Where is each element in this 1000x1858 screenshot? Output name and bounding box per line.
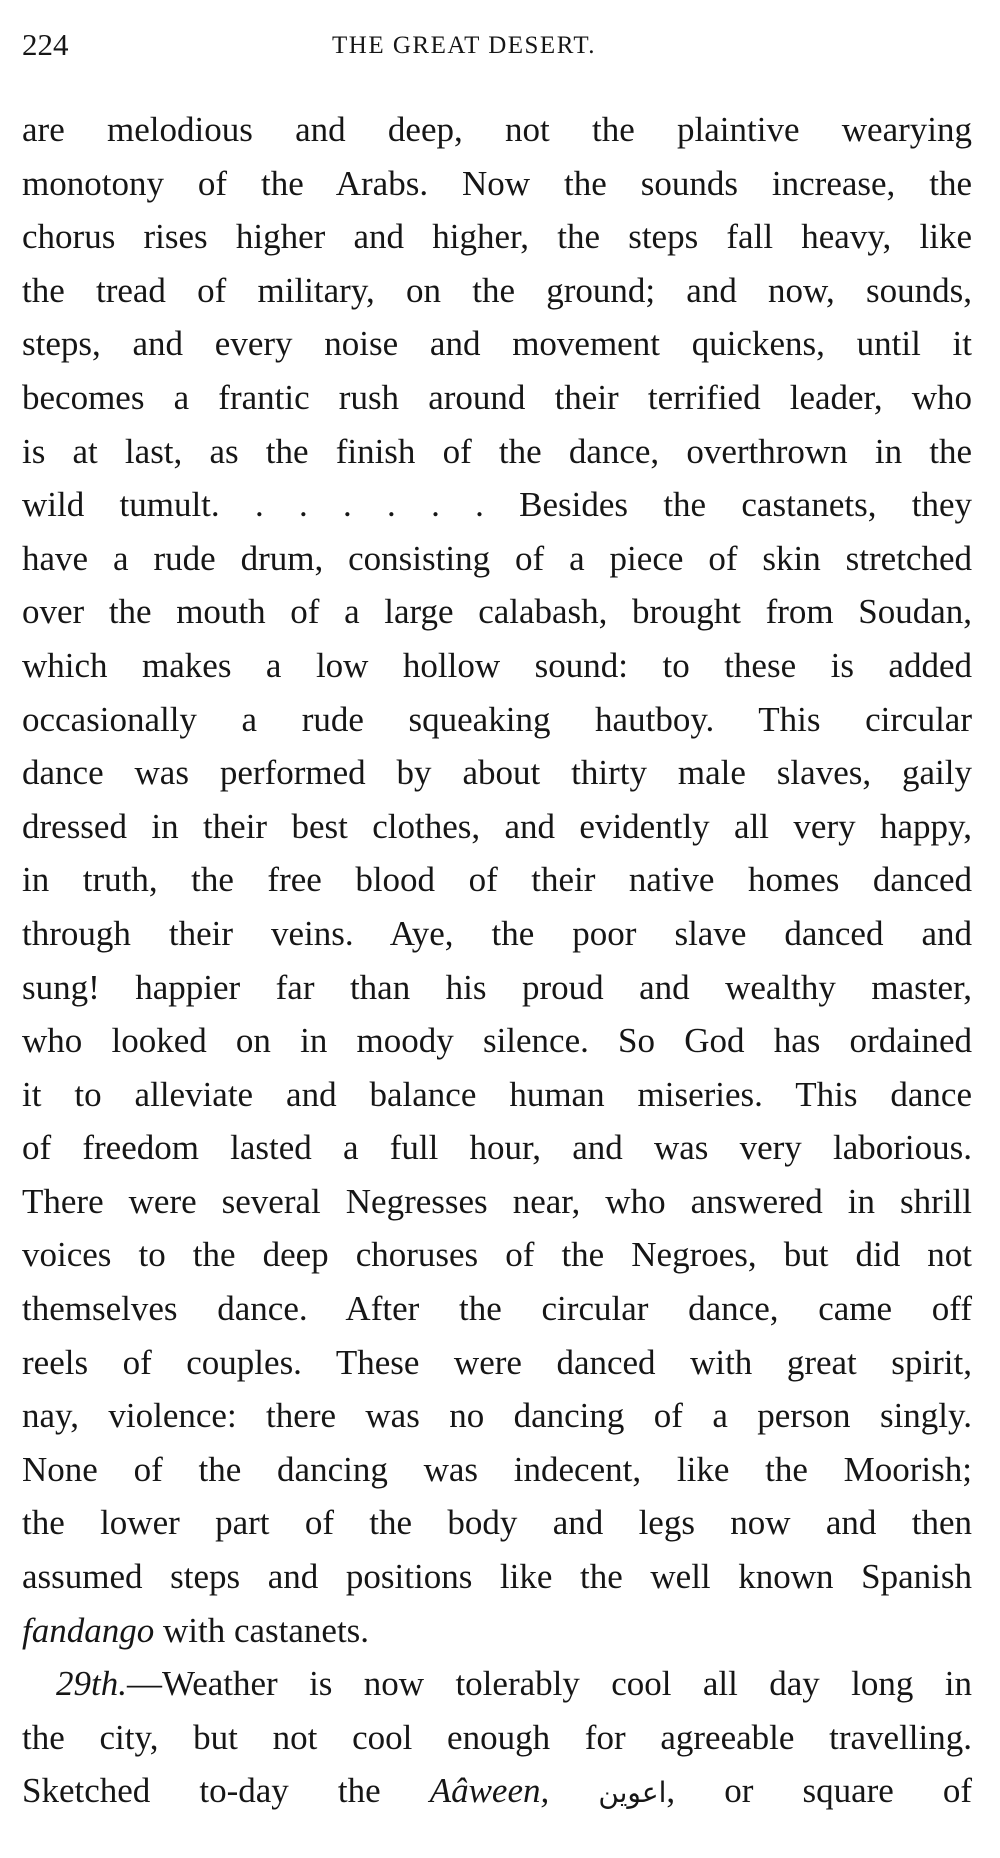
running-title: THE GREAT DESERT.: [332, 32, 597, 59]
body-text: [22, 103, 972, 1818]
text-line: is at last, as the finish of the dance, overthrown in the: [22, 431, 972, 471]
text-line: are melodious and deep, not the plaintive wearying: [22, 110, 972, 149]
text-line: the lower part of the body and legs now and then: [22, 1503, 972, 1543]
text-line: voices to the deep choruses of the Negroes, but did not: [22, 1235, 972, 1275]
text-line: in truth, the free blood of their native homes danced: [22, 860, 972, 900]
page-number: 224: [22, 27, 69, 62]
text-line: becomes a frantic rush around their terrified leader, who: [22, 377, 972, 417]
text-line: the city, but not cool enough for agreeable travelling.: [22, 1717, 972, 1757]
text-segment: Besides the castanets, they: [519, 485, 973, 525]
text-line: sung! happier far than his proud and wealthy master,: [22, 967, 972, 1007]
text-line: which makes a low hollow sound: to these is added: [22, 645, 972, 685]
text-line: dance was performed by about thirty male slaves, gaily: [22, 753, 972, 793]
text-segment: —Weather is now tolerably cool all day long in: [126, 1664, 972, 1704]
text-segment: , or square of: [666, 1771, 973, 1811]
text-line: dressed in their best clothes, and evidently all very happy,: [22, 806, 972, 846]
text-line: themselves dance. After the circular dance, came off: [22, 1289, 972, 1329]
italic-word: Aâween,: [429, 1771, 550, 1811]
text-line: monotony of the Arabs. Now the sounds increase, the: [22, 163, 972, 203]
text-line: [22, 1604, 972, 1658]
text-line: nay, violence: there was no dancing of a person singly.: [22, 1396, 972, 1436]
text-line: the tread of military, on the ground; and now, sounds,: [22, 270, 972, 310]
text-line: reels of couples. These were danced with great spirit,: [22, 1342, 972, 1382]
text-line: steps, and every noise and movement quickens, until it: [22, 324, 972, 364]
text-line: through their veins. Aye, the poor slave danced and: [22, 913, 972, 953]
text-line: over the mouth of a large calabash, brought from Soudan,: [22, 592, 972, 632]
text-line: [22, 478, 972, 532]
text-segment: with castanets.: [162, 1610, 370, 1650]
text-segment: wild tumult. . . . . . .: [22, 485, 484, 525]
text-line: it to alleviate and balance human miseries. This dance: [22, 1074, 972, 1114]
text-line: [22, 1764, 972, 1818]
date-label: 29th.: [56, 1664, 127, 1704]
running-head: [22, 22, 972, 68]
text-line: assumed steps and positions like the well known Spanish: [22, 1557, 972, 1597]
text-line: There were several Negresses near, who answered in shrill: [22, 1181, 972, 1221]
text-segment: Sketched to-day the: [22, 1771, 381, 1811]
paragraph-start-line: [22, 1657, 972, 1711]
text-line: chorus rises higher and higher, the steps fall heavy, like: [22, 217, 972, 257]
text-line: who looked on in moody silence. So God has ordained: [22, 1021, 972, 1061]
italic-word: fandango: [22, 1610, 155, 1650]
text-line: None of the dancing was indecent, like the Moorish;: [22, 1449, 972, 1489]
text-line: of freedom lasted a full hour, and was very laborious.: [22, 1128, 972, 1168]
text-line: occasionally a rude squeaking hautboy. This circular: [22, 699, 972, 739]
text-line: have a rude drum, consisting of a piece of skin stretched: [22, 538, 972, 578]
arabic-word: اعوين: [598, 1776, 667, 1810]
